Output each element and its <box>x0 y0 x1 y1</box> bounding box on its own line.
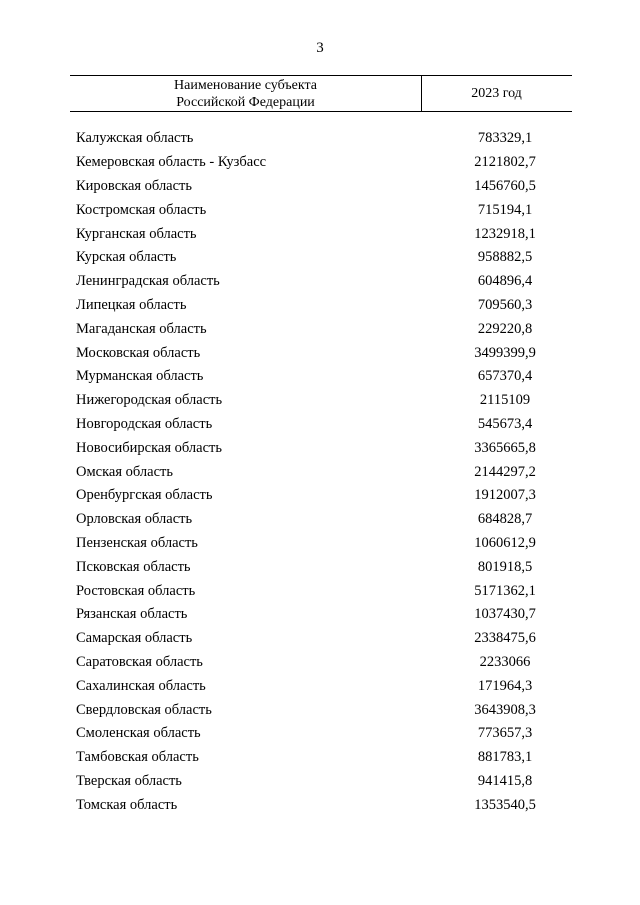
table-row <box>76 484 536 508</box>
region-value: 801918,5 <box>477 558 533 575</box>
region-value: 1060612,9 <box>474 534 536 551</box>
region-value: 3365665,8 <box>474 439 536 456</box>
region-value: 229220,8 <box>477 320 533 337</box>
region-name: Магаданская область <box>76 320 207 337</box>
region-value: 2121802,7 <box>474 154 536 171</box>
region-name: Курганская область <box>76 225 197 242</box>
region-value: 545673,4 <box>477 415 533 432</box>
region-name: Оренбургская область <box>76 487 213 504</box>
table-header-top-rule <box>70 75 572 76</box>
region-value: 1037430,7 <box>474 606 536 623</box>
table-row <box>76 603 536 627</box>
region-value: 709560,3 <box>477 296 533 313</box>
region-value: 171964,3 <box>477 677 533 694</box>
region-name: Тамбовская область <box>76 749 199 766</box>
table-row <box>76 294 536 318</box>
table-row <box>76 674 536 698</box>
region-name: Новгородская область <box>76 415 213 432</box>
table-row <box>76 579 536 603</box>
region-value: 3643908,3 <box>474 701 536 718</box>
region-name: Ростовская область <box>76 582 196 599</box>
region-value: 1353540,5 <box>474 796 536 813</box>
region-name: Томская область <box>76 796 178 813</box>
table-row <box>76 317 536 341</box>
table-row <box>76 270 536 294</box>
table-header-bottom-rule <box>70 111 572 112</box>
table-row <box>76 175 536 199</box>
table-row <box>76 460 536 484</box>
column-header-region-line2: Российской Федерации <box>176 95 315 110</box>
table-row <box>76 436 536 460</box>
region-name: Кировская область <box>76 177 193 194</box>
table-row <box>76 555 536 579</box>
region-value: 941415,8 <box>477 772 533 789</box>
region-value: 2144297,2 <box>474 463 536 480</box>
region-name: Нижегородская область <box>76 392 223 409</box>
region-name: Свердловская область <box>76 701 212 718</box>
region-name: Омская область <box>76 463 173 480</box>
table-row <box>76 198 536 222</box>
region-value: 715194,1 <box>477 201 533 218</box>
region-name: Сахалинская область <box>76 677 206 694</box>
region-value: 783329,1 <box>477 130 533 147</box>
table-row <box>76 151 536 175</box>
page-number: 3 <box>316 40 324 56</box>
region-name: Саратовская область <box>76 653 203 670</box>
region-value: 1456760,5 <box>474 177 536 194</box>
region-value: 2338475,6 <box>474 630 536 647</box>
region-name: Кемеровская область - Кузбасс <box>76 154 267 171</box>
table-row <box>76 222 536 246</box>
region-value: 657370,4 <box>477 368 533 385</box>
region-value: 2233066 <box>479 653 531 670</box>
region-name: Курская область <box>76 249 177 266</box>
table-row <box>76 508 536 532</box>
region-name: Пензенская область <box>76 534 198 551</box>
table-row <box>76 413 536 437</box>
region-name: Новосибирская область <box>76 439 222 456</box>
region-name: Тверская область <box>76 772 182 789</box>
table-row <box>76 627 536 651</box>
region-name: Самарская область <box>76 630 193 647</box>
region-value: 1232918,1 <box>474 225 536 242</box>
table-row <box>76 770 536 794</box>
region-value: 2115109 <box>479 392 531 409</box>
region-name: Рязанская область <box>76 606 188 623</box>
table-row <box>76 651 536 675</box>
table-row <box>76 698 536 722</box>
region-value: 1912007,3 <box>474 487 536 504</box>
column-header-region <box>70 77 421 111</box>
region-name: Мурманская область <box>76 368 204 385</box>
region-value: 773657,3 <box>477 725 533 742</box>
region-value: 5171362,1 <box>474 582 536 599</box>
table-row <box>76 532 536 556</box>
region-value: 958882,5 <box>477 249 533 266</box>
region-name: Псковская область <box>76 558 191 575</box>
column-header-region-line1: Наименование субъекта <box>174 78 317 93</box>
region-name: Смоленская область <box>76 725 201 742</box>
region-name: Костромская область <box>76 201 207 218</box>
table-body <box>76 127 536 817</box>
region-value: 684828,7 <box>477 511 533 528</box>
table-row <box>76 127 536 151</box>
table-row <box>76 341 536 365</box>
table-row <box>76 246 536 270</box>
region-value: 3499399,9 <box>474 344 536 361</box>
table-row <box>76 793 536 817</box>
region-value: 881783,1 <box>477 749 533 766</box>
region-name: Калужская область <box>76 130 194 147</box>
region-name: Орловская область <box>76 511 193 528</box>
column-header-year: 2023 год <box>471 86 522 101</box>
table-row <box>76 722 536 746</box>
region-name: Липецкая область <box>76 296 187 313</box>
table-row <box>76 365 536 389</box>
region-name: Ленинградская область <box>76 273 220 290</box>
region-name: Московская область <box>76 344 201 361</box>
table-row <box>76 746 536 770</box>
region-value: 604896,4 <box>477 273 533 290</box>
table-row <box>76 389 536 413</box>
